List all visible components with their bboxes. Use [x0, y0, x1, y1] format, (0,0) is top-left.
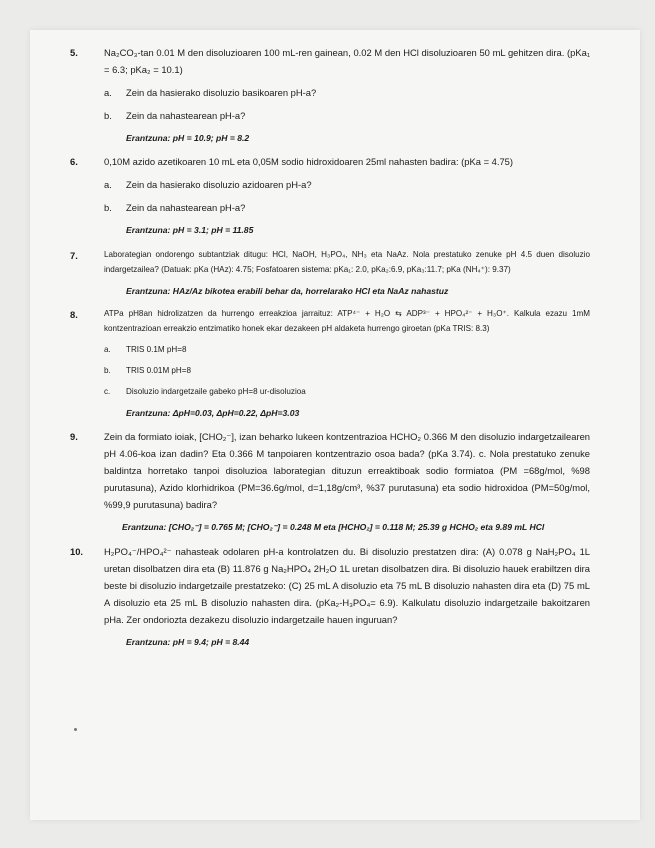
answer-text: Erantzuna: pH = 3.1; pH = 11.85	[126, 225, 254, 235]
problem-number: 8.	[70, 309, 78, 320]
problem-text: ATPa pH8an hidrolizatzen da hurrengo erreakzioa jarraituz: ATP⁴⁻ + H₂O ⇆ ADP³⁻ + HPO₄²⁻ + H₃O⁺. Kalkula ezazu 1mM kontzentrazioan erreakzio entzimatiko honek ekar dezakeen pH aldaketa hurrengo giroetan (pKa TRIS: 8.3)	[104, 309, 590, 333]
problem-text: Laborategian ondorengo subtantziak ditugu: HCl, NaOH, H₃PO₄, NH₃ eta NaAz. Nola prestatuko zenuke pH 4.5 duen disoluzio indargetzailea? (Datuak: pKa (HAz): 4.75; Fosfatoaren sistema: pKa₁: 2.0, pKa₂:6.9, pKa₃:11.7; pKa (NH₄⁺): 9.37)	[104, 250, 590, 274]
problem-10	[70, 543, 590, 651]
answer-text: Erantzuna: pH = 9.4; pH = 8.44	[126, 637, 250, 647]
answer-text: Erantzuna: ΔpH=0.03, ΔpH=0.22, ΔpH=3.03	[126, 408, 300, 418]
sub-question	[104, 84, 590, 101]
sub-letter: a.	[104, 87, 112, 98]
sub-text: Zein da hasierako disoluzio basikoaren pH-a?	[126, 87, 317, 98]
problem-number: 10.	[70, 546, 84, 557]
sub-text: Zein da nahastearean pH-a?	[126, 202, 246, 213]
problem-number: 7.	[70, 250, 78, 261]
answer-text: Erantzuna: pH = 10.9; pH = 8.2	[126, 133, 250, 143]
sub-text: Zein da nahastearean pH-a?	[126, 110, 246, 121]
problem-6	[70, 153, 590, 239]
sub-letter: b.	[104, 110, 112, 121]
problem-text: Zein da formiato ioiak, [CHO₂⁻], izan beharko lukeen kontzentrazioa HCHO₂ 0.366 M den disoluzio indargetzailearen pH 4.06-koa izan dadin? Eta 0.366 M tanpoiaren kontzentrazio osoa bada? (pKa 3.74). c. Nola prestatuko zenuke baldintza horretako tanpoi disoluzioa laborategian dituzun erreaktiboak sodio formiatoa (PM =68g/mol, %98 purutasuna), Azido klorhidrikoa (PM=36.6g/mol, d=1,18g/cm³, %37 purutasuna) eta sodio hidroxidoa (PM=50g/mol, %99,9 purutasuna) badira?	[104, 431, 590, 510]
sub-text: Zein da hasierako disoluzio azidoaren pH-a?	[126, 179, 312, 190]
sub-question	[104, 199, 590, 216]
problem-8	[70, 306, 590, 422]
problem-list	[70, 44, 590, 657]
problem-text: 0,10M azido azetikoaren 10 mL eta 0,05M sodio hidroxidoaren 25ml nahasten badira: (pKa = 4.75)	[104, 156, 514, 167]
sub-text: TRIS 0.01M pH=8	[126, 366, 192, 375]
sub-text: Disoluzio indargetzaile gabeko pH=8 ur-disoluzioa	[126, 387, 306, 396]
problem-9	[70, 428, 590, 535]
answer-text: Erantzuna: [CHO₂⁻] = 0.765 M; [CHO₂⁻] = 0.248 M eta [HCHO₂] = 0.118 M; 25.39 g HCHO₂ eta 9.89 mL HCl	[122, 522, 545, 532]
sub-question	[104, 384, 590, 399]
problem-5	[70, 44, 590, 147]
sub-letter: a.	[104, 179, 112, 190]
sub-question	[104, 176, 590, 193]
sub-letter: b.	[104, 202, 112, 213]
problem-7	[70, 247, 590, 300]
sub-question	[104, 363, 590, 378]
scan-mark	[74, 728, 77, 731]
problem-text: H₂PO₄⁻/HPO₄²⁻ nahasteak odolaren pH-a kontrolatzen du. Bi disoluzio prestatzen dira: (A) 0.078 g NaH₂PO₄ 1L uretan disolbatzen dira eta (B) 11.876 g Na₂HPO₄ 2H₂O 1L uretan disolbatzen dira. Bi disoluzio hauek erabiltzen dira beste bi disoluzio indargetzaile prestatzeko: (C) 25 mL A disoluzio eta 75 mL B disoluzio nahasten dira eta (D) 75 mL A disoluzio eta 25 mL B disoluzio nahasten dira. (pKa₂-H₃PO₄= 6.9). Kalkulatu disoluzio indargetzaile bakoitzaren pHa. Zer ondoriozta dezakezu disoluzio indargetzaile hauen inguruan?	[104, 546, 590, 625]
sub-question	[104, 342, 590, 357]
sub-letter: c.	[104, 387, 111, 396]
sub-letter: b.	[104, 366, 111, 375]
problem-number: 9.	[70, 431, 78, 442]
answer-text: Erantzuna: HAz/Az bikotea erabili behar da, horrelarako HCl eta NaAz nahastuz	[126, 286, 449, 296]
sub-text: TRIS 0.1M pH=8	[126, 345, 187, 354]
problem-number: 6.	[70, 156, 78, 167]
sub-letter: a.	[104, 345, 111, 354]
problem-number: 5.	[70, 47, 78, 58]
sub-question	[104, 107, 590, 124]
problem-text: Na₂CO₃-tan 0.01 M den disoluzioaren 100 mL-ren gainean, 0.02 M den HCl disoluzioaren 50 mL gehitzen dira. (pKa₁ = 6.3; pKa₂ = 10.1)	[104, 47, 590, 75]
